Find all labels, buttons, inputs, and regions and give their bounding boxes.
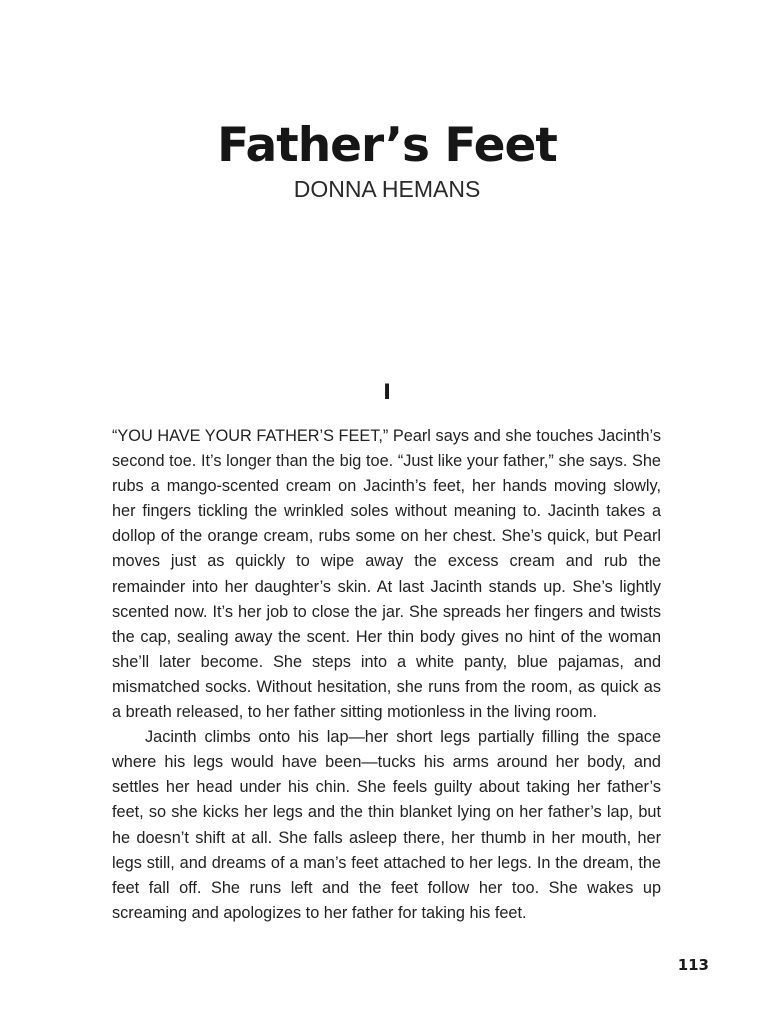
paragraph: “YOU HAVE YOUR FATHER’S FEET,” Pearl says and she touches Jacinth’s second toe. It’s longer than the big toe. “Just like your father,” she says. She rubs a mango-scented cream on Jacinth’s feet, her hands moving slowly, her fingers tickling the wrinkled soles without meaning to. Jacinth takes a dollop of the orange cream, rubs some on her chest. She’s quick, but Pearl moves just as quickly to wipe away the excess cream and rub the remainder into her daughter’s skin. At last Jacinth stands up. She’s lightly scented now. It’s her job to close the jar. She spreads her fingers and twists the cap, sealing away the scent. Her thin body gives no hint of the woman she’ll later become. She steps into a white panty, blue pajamas, and mismatched socks. Without hesitation, she runs from the room, as quick as a breath released, to her father sitting motionless in the living room. (112, 427, 661, 722)
author-name: DONNA HEMANS (293, 176, 481, 202)
section-number: I (383, 380, 391, 404)
story-title: Father’s Feet (217, 118, 557, 173)
paragraph: Jacinth climbs onto his lap—her short legs partially filling the space where his legs would have been—tucks his arms around her body, and settles her head under his chin. She feels guilty about taking her father’s feet, so she kicks her legs and the thin blanket lying on her father’s lap, but he doesn’t shift at all. She falls asleep there, her thumb in her mouth, her legs still, and dreams of a man’s feet attached to her legs. In the dream, the feet fall off. She runs left and the feet follow her too. She wakes up screaming and apologizes to her father for taking his feet. (112, 728, 661, 922)
story-body (112, 424, 661, 926)
page-number: 113 (677, 956, 709, 974)
